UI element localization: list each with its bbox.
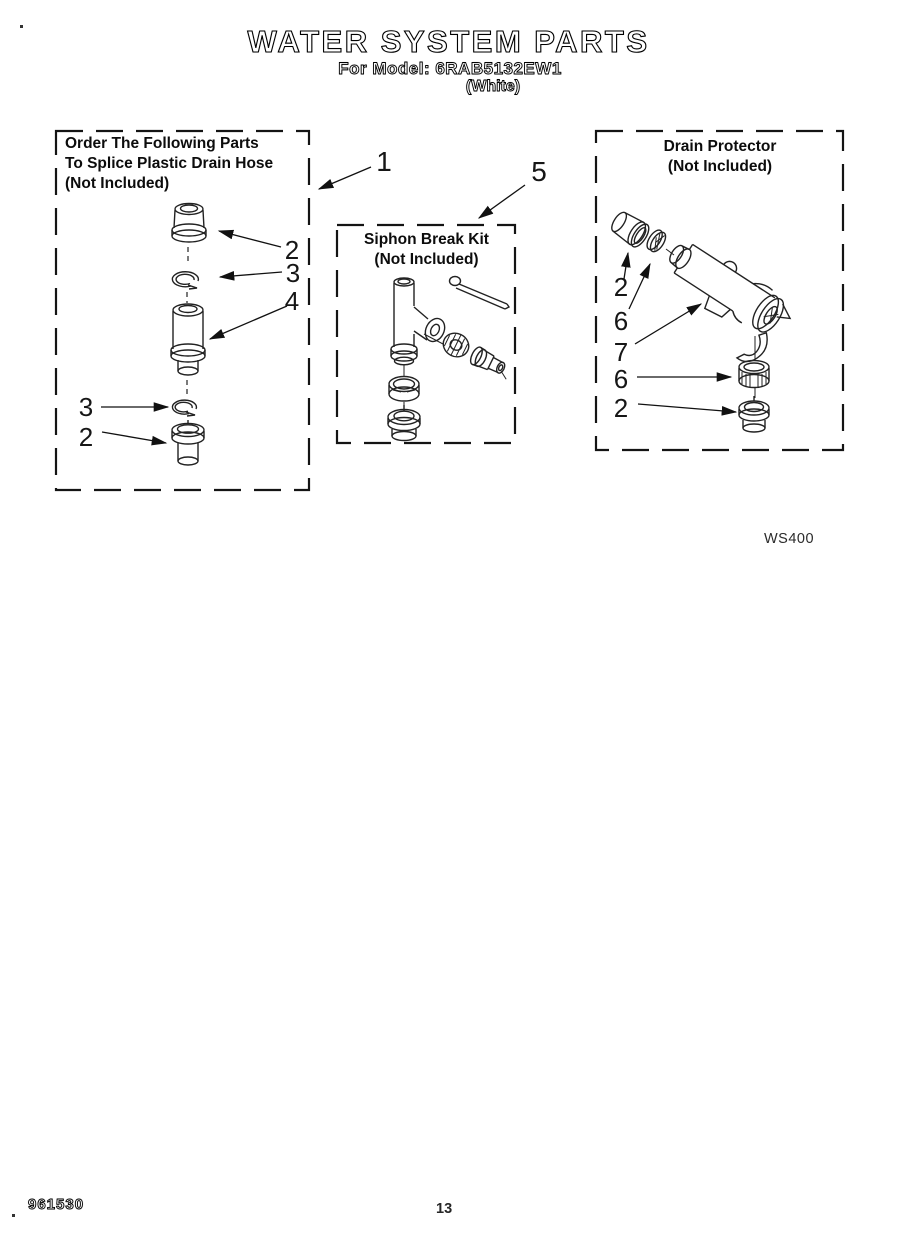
document-number: 961530 bbox=[28, 1196, 85, 1213]
page-title: WATER SYSTEM PARTS bbox=[247, 24, 650, 59]
splice-heading-line3: (Not Included) bbox=[65, 175, 170, 192]
spring-clamp-upper bbox=[172, 272, 198, 289]
callout-2-bottom: 2 bbox=[78, 422, 94, 452]
page-number: 13 bbox=[436, 1201, 453, 1217]
siphon-heading-line1: Siphon Break Kit bbox=[364, 231, 489, 248]
siphon-heading-line2: (Not Included) bbox=[374, 251, 479, 268]
diagram-code: WS400 bbox=[764, 531, 815, 547]
callout-arrow-2-bottom bbox=[102, 432, 166, 443]
hose-connector-top bbox=[172, 204, 206, 243]
drain-heading-line2: (Not Included) bbox=[667, 158, 773, 175]
callout-arrow-box1 bbox=[319, 167, 371, 189]
clamp-ring bbox=[389, 377, 419, 402]
siphon-box-heading bbox=[338, 230, 515, 270]
model-subtitle: For Model: 6RAB5132EW1 bbox=[338, 59, 562, 78]
callout-5: 5 bbox=[531, 156, 547, 187]
callout-2-drain-bottom: 2 bbox=[613, 393, 629, 423]
splice-heading-line1: Order The Following Parts bbox=[65, 135, 259, 152]
splice-coupling bbox=[171, 304, 205, 375]
drain-cap-left bbox=[608, 208, 652, 249]
callout-3-top: 3 bbox=[285, 258, 301, 288]
siphon-break-tee bbox=[391, 278, 448, 365]
callout-arrow-2-top bbox=[219, 231, 281, 247]
callout-4: 4 bbox=[284, 286, 300, 316]
callout-6-washer: 6 bbox=[613, 306, 629, 336]
splice-box-heading bbox=[65, 134, 315, 194]
print-artifact-dot bbox=[12, 1214, 15, 1217]
drain-box-heading bbox=[596, 137, 844, 177]
cable-tie bbox=[450, 277, 510, 310]
callout-6-ring: 6 bbox=[613, 364, 629, 394]
callout-7-body: 7 bbox=[613, 337, 629, 367]
callout-2-drain-top: 2 bbox=[613, 272, 629, 302]
drain-heading-line1: Drain Protector bbox=[663, 138, 777, 155]
print-artifact-dot bbox=[20, 25, 23, 28]
callout-3-bottom: 3 bbox=[78, 392, 94, 422]
threaded-nut bbox=[439, 329, 472, 361]
splice-heading-line2: To Splice Plastic Drain Hose bbox=[65, 155, 274, 172]
ribbed-ring bbox=[739, 361, 769, 389]
callout-arrow-2-cap-bottom bbox=[638, 404, 736, 412]
drain-protector-body bbox=[643, 231, 799, 370]
drain-box-border bbox=[596, 131, 843, 450]
color-subtitle: (White) bbox=[465, 78, 521, 95]
drain-cap-bottom bbox=[739, 396, 769, 432]
callout-arrow-7-body bbox=[635, 304, 701, 344]
callout-arrow-4 bbox=[210, 306, 287, 339]
hose-fitting bbox=[468, 345, 514, 380]
callout-arrow-6-washer bbox=[629, 264, 650, 309]
callout-arrow-3-top bbox=[220, 272, 282, 277]
hose-connector-bottom bbox=[172, 420, 204, 465]
spring-clamp-lower bbox=[172, 400, 196, 416]
callout-arrow-box5 bbox=[479, 185, 525, 218]
callout-1: 1 bbox=[376, 146, 392, 177]
siphon-cup bbox=[388, 405, 420, 441]
callout-2-top: 2 bbox=[284, 235, 300, 265]
